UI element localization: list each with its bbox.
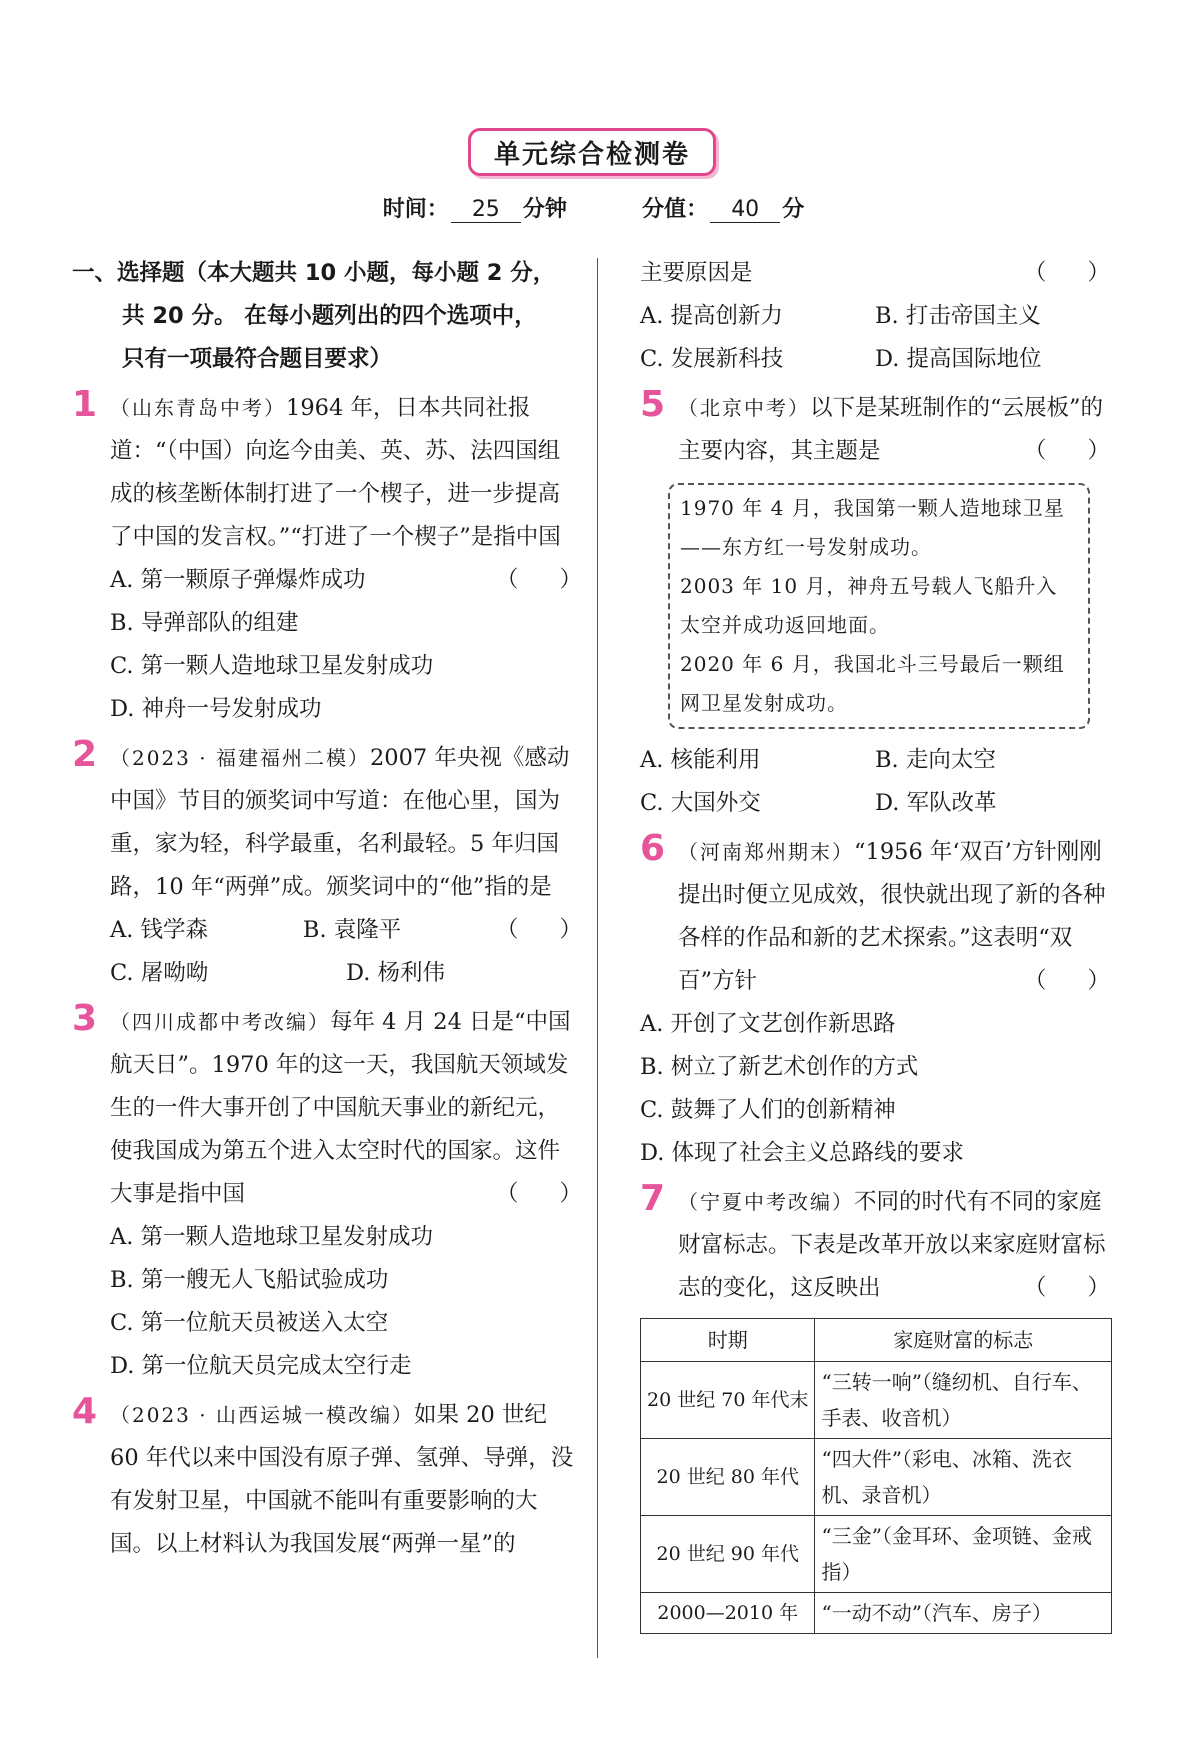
option-d: D. 体现了社会主义总路线的要求 [640,1140,965,1166]
option-d: D. 杨利伟 [346,960,446,986]
table-row [641,1439,1112,1516]
question-source: （四川成都中考改编） [110,1010,330,1034]
option-a: A. 钱学森 [110,917,209,943]
option-a: A. 第一颗人造地球卫星发射成功 [110,1224,434,1250]
question-source: （北京中考） [678,396,810,420]
question-number: 6 [640,828,666,869]
question-source: （河南郑州期末） [678,840,854,864]
option-row [640,782,1110,825]
score-label: 分值： [642,197,709,222]
page-title: 单元综合检测卷 [468,128,716,176]
option-d: D. 军队改革 [875,790,997,816]
option-row [640,338,1110,381]
question-5 [640,384,1110,473]
table-cell: “一动不动”（汽车、房子） [815,1593,1112,1634]
question-stem: 1964 年，日本共同社报道：“（中国）向迄今由美、英、苏、法四国组成的核垄断体制打进了一个楔子，进一步提高了中国的发言权。”“打进了一个楔子”是指中国 [110,395,561,550]
question-4-continued [640,252,1110,295]
wealth-table [640,1318,1112,1634]
option-d: D. 第一位航天员完成太空行走 [110,1353,412,1379]
info-board [668,483,1090,729]
table-header: 家庭财富的标志 [815,1319,1112,1362]
section-heading-line2: 共 20 分。 在每小题列出的四个选项中， [122,303,537,329]
table-cell: “三金”（金耳环、金项链、金戒指） [815,1516,1112,1593]
question-stem: 以下是某班制作的“云展板”的主要内容，其主题是 [678,395,1104,464]
section-heading-line1: 一、选择题（本大题共 10 小题，每小题 2 分， [72,260,556,286]
question-number: 5 [640,384,666,425]
question-source: （2023 · 福建福州二模） [110,746,370,770]
question-source: （山东青岛中考） [110,396,286,420]
question-stem: 2007 年央视《感动中国》节目的颁奖词中写道：在他心里，国为重，家为轻，科学最重，名利最轻。5 年归国路，10 年“两弹”成。颁奖词中的“他”指的是 [110,745,570,900]
table-row [641,1516,1112,1593]
option-a: A. 开创了文艺创作新思路 [640,1011,896,1037]
option-b: B. 袁隆平 [302,917,402,943]
option-c: C. 第一位航天员被送入太空 [110,1310,389,1336]
section-heading-line3: 只有一项最符合题目要求） [122,346,393,372]
info-board-item: 2020 年 6 月，我国北斗三号最后一颗组网卫星发射成功。 [680,652,1065,715]
question-stem: 不同的时代有不同的家庭财富标志。下表是改革开放以来家庭财富标志的变化，这反映出 [678,1189,1106,1301]
option-a: A. 提高创新力 [640,303,784,329]
score-unit: 分 [782,197,805,222]
answer-blank: （ ） [1023,438,1110,464]
table-cell: 20 世纪 80 年代 [641,1439,815,1516]
left-column [72,252,582,1566]
time-label: 时间： [382,197,449,222]
option-b: B. 树立了新艺术创作的方式 [640,1054,919,1080]
table-header: 时期 [641,1319,815,1362]
question-number: 1 [72,384,98,425]
option-c: C. 屠呦呦 [110,960,209,986]
answer-blank: （ ） [1023,1275,1110,1301]
option-d: D. 提高国际地位 [875,346,1042,372]
answer-blank: （ ） [495,917,582,943]
option-c: C. 发展新科技 [640,346,784,372]
question-7 [640,1178,1110,1310]
question-4 [72,1391,582,1566]
time-unit: 分钟 [522,197,567,222]
option-row [72,909,496,952]
answer-blank: （ ） [495,1181,582,1207]
option-d: D. 神舟一号发射成功 [110,696,322,722]
question-stem: 如果 20 世纪 60 年代以来中国没有原子弹、氢弹、导弹，没有发射卫星，中国就不能叫有重要影响的大国。以上材料认为我国发展“两弹一星”的 [110,1402,574,1557]
question-stem: “1956 年‘双百’方针刚刚提出时便立见成效，很快就出现了新的各种各样的作品和新的艺术探索。”这表明“双百”方针 [678,839,1106,994]
table-row [641,1593,1112,1634]
table-cell: 2000—2010 年 [641,1593,815,1634]
time-score-row [0,192,1187,223]
question-number: 7 [640,1178,666,1219]
option-c: C. 第一颗人造地球卫星发射成功 [110,653,434,679]
option-b: B. 走向太空 [875,747,996,773]
info-board-item: 1970 年 4 月，我国第一颗人造地球卫星——东方红一号发射成功。 [680,496,1065,559]
question-6 [640,828,1110,1003]
question-3 [72,998,582,1216]
question-source: （宁夏中考改编） [678,1190,854,1214]
option-c: C. 大国外交 [640,790,761,816]
time-value: 25 [451,197,521,223]
option-row [72,952,582,995]
question-source: （2023 · 山西运城一模改编） [110,1403,414,1427]
table-cell: 20 世纪 90 年代 [641,1516,815,1593]
option-b: B. 第一艘无人飞船试验成功 [110,1267,389,1293]
column-divider [597,258,598,1658]
table-cell: “三转一响”（缝纫机、自行车、手表、收音机） [815,1362,1112,1439]
section-heading [72,252,582,381]
option-a: A. 核能利用 [640,747,761,773]
question-number: 4 [72,1391,98,1432]
right-column [640,252,1110,1634]
option-row [640,739,1110,782]
table-cell: “四大件”（彩电、冰箱、洗衣机、录音机） [815,1439,1112,1516]
table-cell: 20 世纪 70 年代末 [641,1362,815,1439]
question-number: 2 [72,734,98,775]
question-stem: 每年 4 月 24 日是“中国航天日”。1970 年的这一天，我国航天领域发生的一件大事开创了中国航天事业的新纪元，使我国成为第五个进入太空时代的国家。这件大事是指中国 [110,1009,571,1207]
info-board-item: 2003 年 10 月，神舟五号载人飞船升入太空并成功返回地面。 [680,574,1058,637]
option-b: B. 打击帝国主义 [875,303,1041,329]
table-header-row [641,1319,1112,1362]
table-row [641,1362,1112,1439]
question-stem: 主要原因是 [640,260,753,286]
option-b: B. 导弹部队的组建 [110,610,299,636]
option-a: A. 第一颗原子弹爆炸成功 [110,567,366,593]
answer-blank: （ ） [495,567,582,593]
question-number: 3 [72,998,98,1039]
option-row [640,295,1110,338]
option-c: C. 鼓舞了人们的创新精神 [640,1097,896,1123]
score-value: 40 [710,197,780,223]
answer-blank: （ ） [1023,968,1110,994]
answer-blank: （ ） [1023,260,1110,286]
